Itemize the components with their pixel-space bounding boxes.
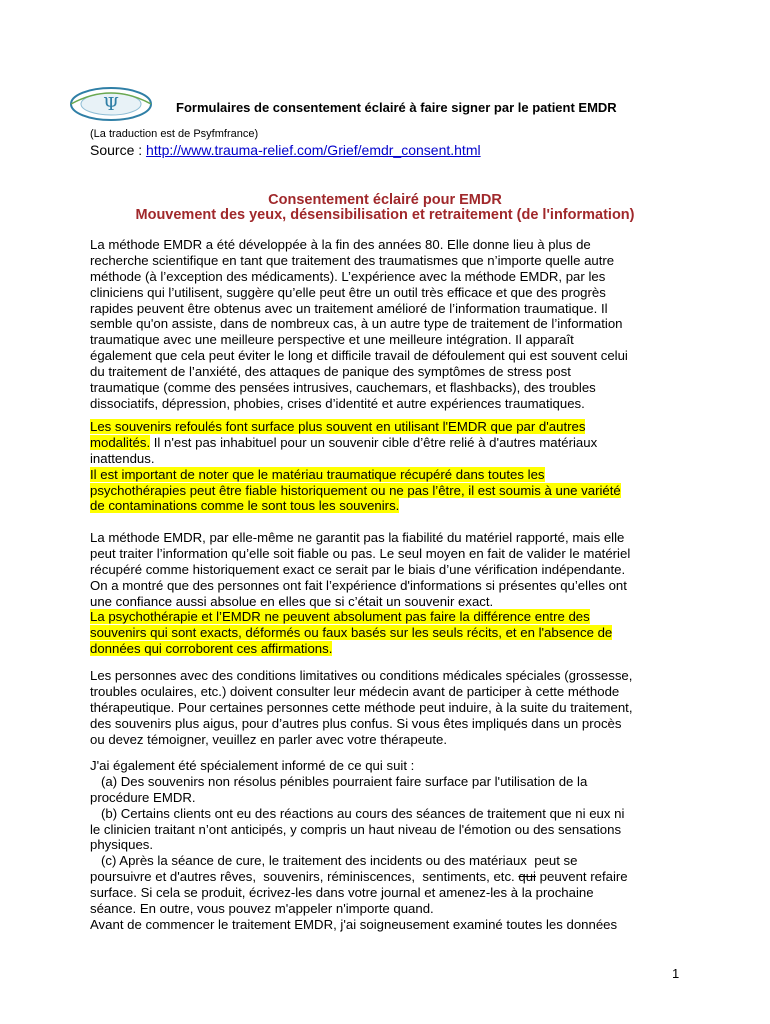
text-line: séance. En outre, vous pouvez m'appeler n'importe quand. xyxy=(90,901,434,917)
list-item: (c) Après la séance de cure, le traitement des incidents ou des matériaux peut se xyxy=(90,853,578,869)
plain-text: Il n'est pas inhabituel pour un souvenir cible d’être relié à d'autres matériaux xyxy=(150,434,598,450)
struck-text: qui xyxy=(518,869,536,885)
highlighted-text: souvenirs qui sont exacts, déformés ou faux basés sur les seuls récits, et en l'absence de xyxy=(90,625,613,641)
highlighted-text: Les souvenirs refoulés font surface plus souvent en utilisant l'EMDR que par d'autres xyxy=(90,419,586,434)
text-line: thérapeutique. Pour certaines personnes cette méthode peut induire, à la suite du traitement, xyxy=(90,699,633,715)
text-line: La méthode EMDR a été développée à la fin des années 80. Elle donne lieu à plus de xyxy=(90,237,591,252)
translation-note: (La traduction est de Psyfmfrance) xyxy=(90,128,259,140)
text-line xyxy=(90,641,690,657)
text-line: méthode (à l’exception des médicaments). L’expérience avec la méthode EMDR, par les xyxy=(90,268,606,284)
text-line: rapides peuvent être obtenus avec un traitement amélioré de l’information traumatique. Il xyxy=(90,300,608,316)
text-line xyxy=(90,869,690,885)
psy-logo xyxy=(68,84,154,124)
highlighted-text: psychothérapies peut être fiable historiquement ou ne pas l’être, il est soumis à une variété xyxy=(90,482,621,498)
text-line: le clinicien traitant n’ont anticipés, y compris un haut niveau de l'émotion ou des sensations xyxy=(90,821,622,837)
text-line xyxy=(90,467,690,483)
paragraph-repressed-memories xyxy=(90,419,690,514)
highlighted-text: données qui corroborent ces affirmations. xyxy=(90,641,333,657)
text-line: traumatique (comme des pensées intrusives, cauchemars, et flashbacks), des troubles xyxy=(90,380,596,396)
text-line: procédure EMDR. xyxy=(90,789,196,805)
list-item: (a) Des souvenirs non résolus pénibles pourraient faire surface par l'utilisation de la xyxy=(90,773,588,789)
text-line: recherche scientifique en tant que traitement des traumatismes que n’importe quelle autre xyxy=(90,252,615,268)
text-line: Avant de commencer le traitement EMDR, j'ai soigneusement examiné toutes les données xyxy=(90,916,618,932)
page-number: 1 xyxy=(672,966,680,981)
source-line xyxy=(90,142,481,158)
text-line: Les personnes avec des conditions limitatives ou conditions médicales spéciales (grossesse, xyxy=(90,668,633,683)
highlighted-text: La psychothérapie et l’EMDR ne peuvent absolument pas faire la différence entre des xyxy=(90,609,590,625)
paragraph-informed-of xyxy=(90,758,690,933)
highlighted-text: modalités. xyxy=(90,434,151,450)
text-line xyxy=(90,498,690,514)
document-title: Consentement éclairé pour EMDR xyxy=(268,192,502,208)
text-line: On a montré que des personnes ont fait l’expérience d'informations si présentes qu’elles ont xyxy=(90,577,627,593)
plain-text: poursuivre et d'autres rêves, souvenirs, réminiscences, sentiments, etc. xyxy=(90,869,519,885)
svg-text:Ψ: Ψ xyxy=(103,94,119,115)
text-line xyxy=(90,483,690,499)
source-link[interactable]: http://www.trauma-relief.com/Grief/emdr_consent.html xyxy=(146,142,481,158)
text-line xyxy=(90,435,690,451)
paragraph-intro xyxy=(90,237,690,412)
text-line xyxy=(90,625,690,641)
text-line: inattendus. xyxy=(90,450,155,466)
text-line: également que cela peut éviter le long et difficile travail de défoulement qui est souvent celui xyxy=(90,348,628,364)
text-line: du traitement de l’anxiété, des attaques de panique des symptômes de stress post xyxy=(90,364,571,380)
highlighted-text: Il est important de noter que le matériau traumatique récupéré dans toutes les xyxy=(90,466,545,482)
text-line: semble qu'on assiste, dans de nombreux cas, à un autre type de traitement de l’information xyxy=(90,316,623,332)
text-line: cliniciens qui l’utilisent, suggère qu’elle peut être un outil très efficace et que des progrès xyxy=(90,284,606,300)
text-line: des souvenirs plus aigus, pour d’autres plus confus. Si vous êtes impliqués dans un procès xyxy=(90,715,622,731)
list-item: (b) Certains clients ont eu des réactions au cours des séances de traitement que ni eux ni xyxy=(90,805,625,821)
text-line: troubles oculaires, etc.) doivent consulter leur médecin avant de participer à cette méthode xyxy=(90,683,620,699)
text-line: J'ai également été spécialement informé de ce qui suit : xyxy=(90,758,415,773)
text-line xyxy=(90,419,690,435)
text-line: surface. Si cela se produit, écrivez-les dans votre journal et amenez-les à la prochaine xyxy=(90,885,594,901)
text-line: une confiance aussi absolue en elles que si c’était un souvenir exact. xyxy=(90,593,494,609)
text-line: traumatique avec une meilleure perspective et une meilleure intégration. Il apparaît xyxy=(90,332,574,348)
highlighted-text: de contaminations comme le sont tous les souvenirs. xyxy=(90,498,400,514)
text-line: dissociatifs, dépression, phobies, crises d’identité et autre expériences traumatiques. xyxy=(90,395,585,411)
document-subtitle: Mouvement des yeux, désensibilisation et retraitement (de l'information) xyxy=(135,207,635,223)
plain-text: peuvent refaire xyxy=(535,869,628,885)
text-line: La méthode EMDR, par elle-même ne garantit pas la fiabilité du matériel rapporté, mais elle xyxy=(90,530,625,545)
text-line: ou devez témoigner, veuillez en parler avec votre thérapeute. xyxy=(90,731,448,747)
header-title: Formulaires de consentement éclairé à faire signer par le patient EMDR xyxy=(176,100,617,115)
text-line: récupéré comme historiquement exact ce serait par le biais d’une vérification indépendante. xyxy=(90,561,626,577)
text-line: peut traiter l’information qu’elle soit fiable ou pas. Le seul moyen en fait de valider le matériel xyxy=(90,545,631,561)
paragraph-conditions xyxy=(90,668,690,747)
paragraph-reliability xyxy=(90,530,690,657)
text-line: physiques. xyxy=(90,837,154,853)
source-label: Source : xyxy=(90,142,147,158)
text-line xyxy=(90,609,690,625)
